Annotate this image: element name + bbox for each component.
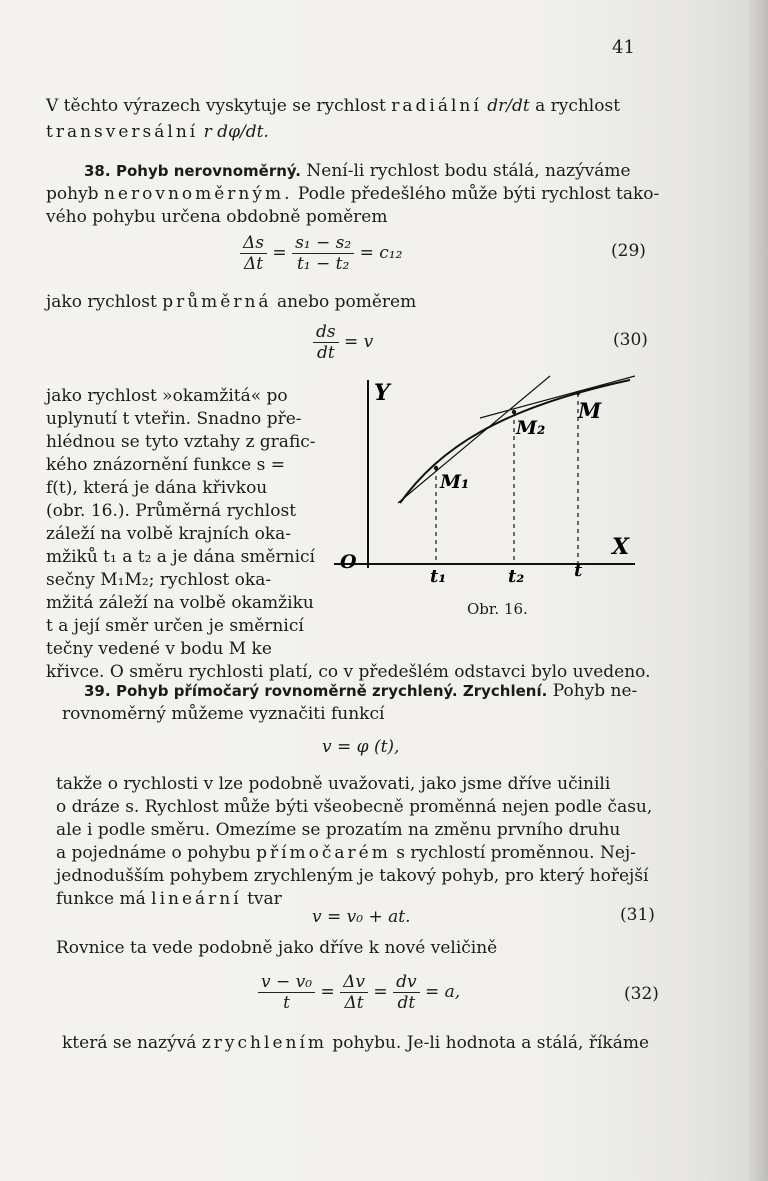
equation-number: (31) xyxy=(620,905,655,925)
text-line: funkce má lineární tvar xyxy=(56,889,282,909)
x-axis-label: X xyxy=(612,534,630,560)
equation-function: v = φ (t), xyxy=(322,737,400,757)
equation-31: v = v₀ + at. xyxy=(312,907,411,927)
text-line: mžitá záleží na volbě okamžiku xyxy=(46,593,314,613)
equation-32: $\frac{\text{v − v₀}}{t}$ = $\frac{\Delta v}{\Delta t}$ = $\frac{dv}{dt}$ = a, xyxy=(258,972,460,1013)
text-line: ale i podle směru. Omezíme se prozatím na změnu prvního druhu xyxy=(56,820,621,840)
t2-label: t₂ xyxy=(508,566,525,587)
secant-line xyxy=(398,376,550,503)
tangent-line xyxy=(480,376,635,418)
text-line: sečny M₁M₂; rychlost oka- xyxy=(46,570,272,590)
text-line: hlédnou se tyto vztahy z grafic- xyxy=(46,432,316,452)
point-m xyxy=(576,391,580,395)
text-line: pohyb nerovnoměrným. Podle předešlého může býti rychlost tako- xyxy=(46,184,660,204)
text-line: uplynutí t vteřin. Snadno pře- xyxy=(46,409,302,429)
text-line: transversální r dφ/dt. xyxy=(46,122,269,142)
page-edge xyxy=(748,0,768,1181)
point-m1 xyxy=(434,466,438,470)
equation-number: (32) xyxy=(624,984,659,1004)
m1-label: M₁ xyxy=(440,471,470,493)
t1-label: t₁ xyxy=(430,566,447,587)
text-line: tečny vedené v bodu M ke xyxy=(46,639,272,659)
text-line: jako rychlost průměrná anebo poměrem xyxy=(46,292,417,312)
m2-label: M₂ xyxy=(516,417,546,439)
text-line: jako rychlost »okamžitá« po xyxy=(46,386,288,406)
text-line: záleží na volbě krajních oka- xyxy=(46,524,292,544)
text-line: (obr. 16.). Průměrná rychlost xyxy=(46,501,297,521)
text-line: křivce. O směru rychlosti platí, co v předešlém odstavci bylo uvedeno. xyxy=(46,662,651,682)
text-line: o dráze s. Rychlost může býti všeobecně proměnná nejen podle času, xyxy=(56,797,653,817)
text-line: Rovnice ta vede podobně jako dříve k nové veličině xyxy=(56,938,498,958)
text-line: V těchto výrazech vyskytuje se rychlost radiální dr/dt a rychlost xyxy=(46,96,621,116)
section-38-heading: 38. Pohyb nerovnoměrný. Není-li rychlost bodu stálá, nazýváme xyxy=(84,161,631,181)
y-axis-label: Y xyxy=(374,380,390,406)
t-label: t xyxy=(574,560,583,581)
text-line: kého znázornění funkce s = xyxy=(46,455,285,475)
text-line: rovnoměrný můžeme vyznačiti funkcí xyxy=(62,704,385,724)
equation-number: (29) xyxy=(611,241,646,261)
figure-16 xyxy=(330,368,650,588)
page-number: 41 xyxy=(612,37,635,58)
text-line: která se nazývá zrychlením pohybu. Je-li hodnota a stálá, říkáme xyxy=(62,1033,650,1053)
text-line: t a její směr určen je směrnicí xyxy=(46,616,304,636)
figure-caption: Obr. 16. xyxy=(467,600,528,618)
equation-29: $\frac{\Delta s}{\Delta t}$ = $\frac{\text{s₁ − s₂}}{\text{t₁ − t₂}}$ = c₁₂ xyxy=(240,233,402,274)
point-m2 xyxy=(512,410,516,414)
text-line: f(t), která je dána křivkou xyxy=(46,478,268,498)
equation-number: (30) xyxy=(613,330,648,350)
equation-30: $\frac{ds}{dt}$ = v xyxy=(313,322,373,363)
text-line: jednodušším pohybem zrychleným je takový pohyb, pro který hořejší xyxy=(56,866,649,886)
m-label: M xyxy=(578,398,602,423)
text-line: a pojednáme o pohybu přímočarém s rychlostí proměnnou. Nej- xyxy=(56,843,636,863)
text-line: mžiků t₁ a t₂ a je dána směrnicí xyxy=(46,547,315,567)
section-39-heading: 39. Pohyb přímočarý rovnoměrně zrychlený. Zrychlení. Pohyb ne- xyxy=(84,681,638,701)
text-line: takže o rychlosti v lze podobně uvažovati, jako jsme dříve učinili xyxy=(56,774,611,794)
text-line: vého pohybu určena obdobně poměrem xyxy=(46,207,388,227)
origin-label: O xyxy=(340,551,357,573)
